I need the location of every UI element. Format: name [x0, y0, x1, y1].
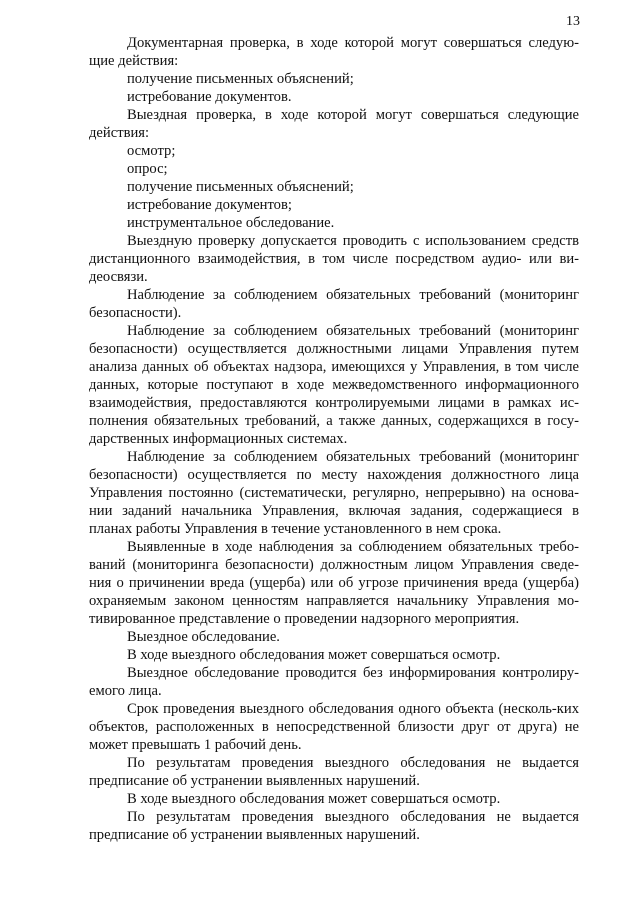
paragraph: Наблюдение за соблюдением обязательных требований (мониторинг безопасности) осуществляется по месту нахождения должностного лица Управления постоянно (систематически, регулярно, непрерывно) на основа-нии заданий начальника Управления, включая задания, содержащиеся в планах работы Управления в течение установленного в нем срока. [89, 449, 579, 537]
paragraph: В ходе выездного обследования может совершаться осмотр. [127, 791, 501, 807]
paragraph: Выездную проверку допускается проводить с использованием средств дистанционного взаимодействия, в том числе посредством аудио- или ви-деосвязи. [89, 233, 579, 285]
paragraph: Наблюдение за соблюдением обязательных требований (мониторинг безопасности). [89, 287, 579, 321]
paragraph: Выездная проверка, в ходе которой могут совершаться следующие действия: [89, 107, 579, 141]
paragraph: В ходе выездного обследования может совершаться осмотр. [127, 647, 501, 663]
paragraph: Наблюдение за соблюдением обязательных требований (мониторинг безопасности) осуществляется должностными лицами Управления путем анализа данных об объектах надзора, имеющихся у Управления, в том числе данных, которые поступают в ходе межведомственного информационного взаимодействия, предоставляются контролируемыми лицами в рамках ис-полнения обязательных требований, а также данных, содержащихся в госу-дарственных информационных системах. [89, 323, 579, 447]
paragraph: Срок проведения выездного обследования одного объекта (несколь-ких объектов, расположенных в непосредственной близости друг от друга) не может превышать 1 рабочий день. [89, 701, 579, 753]
list-item: осмотр; [127, 143, 176, 159]
list-item: истребование документов; [127, 197, 292, 213]
paragraph: Выездное обследование. [127, 629, 280, 645]
list-item: получение письменных объяснений; [127, 71, 354, 87]
page-number: 13 [566, 14, 580, 29]
list-item: получение письменных объяснений; [127, 179, 354, 195]
paragraph: Выездное обследование проводится без информирования контролиру-емого лица. [89, 665, 579, 699]
paragraph: По результатам проведения выездного обследования не выдается предписание об устранении выявленных нарушений. [89, 755, 579, 789]
paragraph: Документарная проверка, в ходе которой могут совершаться следую-щие действия: [89, 35, 579, 69]
list-item: истребование документов. [127, 89, 292, 105]
paragraph: По результатам проведения выездного обследования не выдается предписание об устранении выявленных нарушений. [89, 809, 579, 843]
paragraph: Выявленные в ходе наблюдения за соблюдением обязательных требо-ваний (мониторинга безопасности) должностным лицом Управления сведе-ния о причинении вреда (ущерба) или об угрозе причинения вреда (ущерба) охраняемым законом ценностям направляется начальнику Управления мо-тивированное представление о проведении надзорного мероприятия. [89, 539, 579, 627]
body-text [89, 34, 579, 844]
list-item: инструментальное обследование. [127, 215, 335, 231]
list-item: опрос; [127, 161, 168, 177]
